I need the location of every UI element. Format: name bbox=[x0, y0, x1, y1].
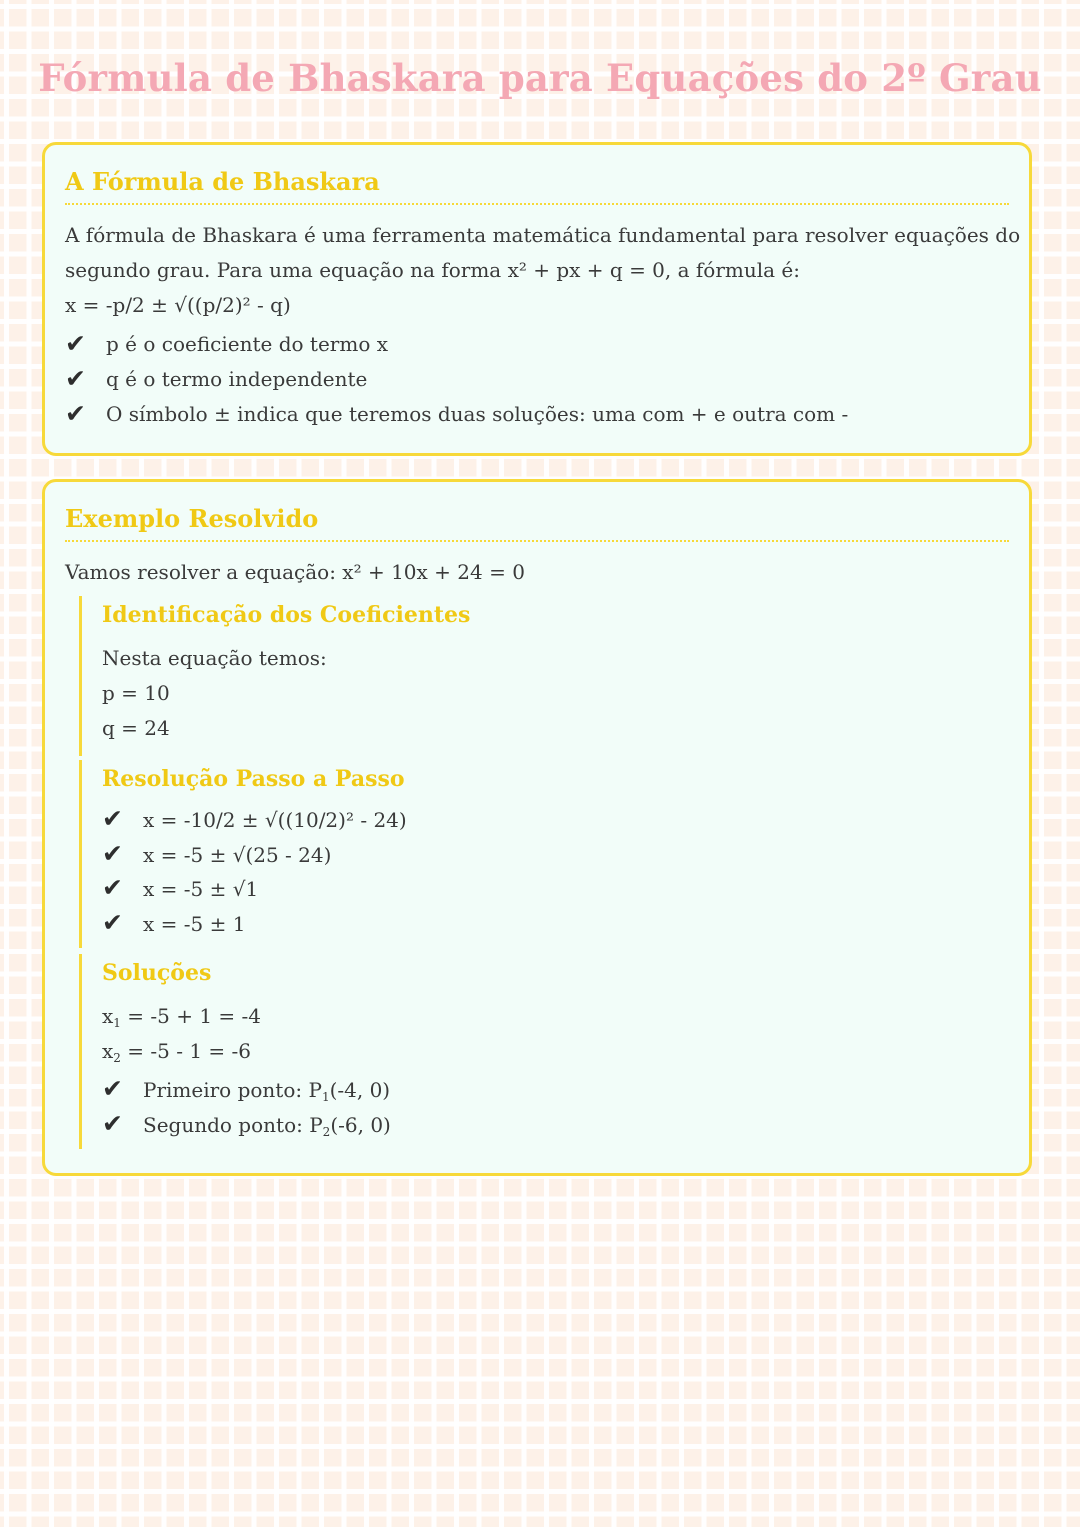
bullet-item: q é o termo independente bbox=[106, 367, 368, 391]
solution-x2: $x_2 = -5 - 1 = -6$ bbox=[102, 1039, 252, 1065]
check-icon: ✔ bbox=[102, 873, 123, 902]
check-icon: ✔ bbox=[102, 839, 123, 868]
coefficients-line: Nesta equação temos: bbox=[102, 646, 327, 670]
check-icon: ✔ bbox=[102, 804, 123, 833]
intro-paragraph-line-2: segundo grau. Para uma equação na forma x² + px + q = 0, a fórmula é: bbox=[65, 258, 800, 282]
example-card-heading: Exemplo Resolvido bbox=[65, 504, 319, 533]
bullet-item: p é o coeficiente do termo x bbox=[106, 332, 388, 356]
step-item: x = -5 ± √(25 - 24) bbox=[143, 843, 332, 867]
solution-x1: $x_1 = -5 + 1 = -4$ bbox=[102, 1004, 262, 1030]
coefficient-q: q = 24 bbox=[102, 716, 170, 740]
steps-block bbox=[79, 760, 407, 948]
check-icon: ✔ bbox=[102, 1109, 123, 1138]
solutions-block bbox=[79, 954, 391, 1149]
formula-card-heading: A Fórmula de Bhaskara bbox=[65, 167, 380, 196]
check-icon: ✔ bbox=[65, 364, 86, 393]
coefficients-block bbox=[79, 596, 471, 756]
coefficients-heading: Identificação dos Coeficientes bbox=[102, 602, 471, 628]
dotted-divider bbox=[65, 203, 1009, 205]
step-item: x = -5 ± √1 bbox=[143, 877, 259, 901]
dotted-divider bbox=[65, 540, 1009, 542]
point-p1: Primeiro ponto: $P_1(-4$, 0) bbox=[143, 1078, 391, 1104]
solutions-heading: Soluções bbox=[102, 960, 212, 986]
check-icon: ✔ bbox=[65, 399, 86, 428]
example-card bbox=[42, 479, 1032, 1176]
check-icon: ✔ bbox=[102, 1074, 123, 1103]
coefficient-p: p = 10 bbox=[102, 681, 170, 705]
check-icon: ✔ bbox=[102, 908, 123, 937]
formula-card bbox=[42, 142, 1032, 456]
step-item: x = -10/2 ± √((10/2)² - 24) bbox=[143, 808, 407, 832]
point-p2: Segundo ponto: $P_2(-6$, 0) bbox=[143, 1113, 391, 1139]
example-intro: Vamos resolver a equação: x² + 10x + 24 = 0 bbox=[65, 560, 525, 584]
bullet-item: O símbolo ± indica que teremos duas soluções: uma com + e outra com - bbox=[106, 402, 849, 426]
bhaskara-formula: x = -p/2 ± √((p/2)² - q) bbox=[65, 293, 291, 317]
check-icon: ✔ bbox=[65, 329, 86, 358]
intro-paragraph-line-1: A fórmula de Bhaskara é uma ferramenta matemática fundamental para resolver equações do bbox=[65, 223, 1021, 247]
steps-heading: Resolução Passo a Passo bbox=[102, 766, 405, 792]
page-title: Fórmula de Bhaskara para Equações do 2º Grau bbox=[38, 56, 1042, 100]
step-item: x = -5 ± 1 bbox=[143, 912, 246, 936]
